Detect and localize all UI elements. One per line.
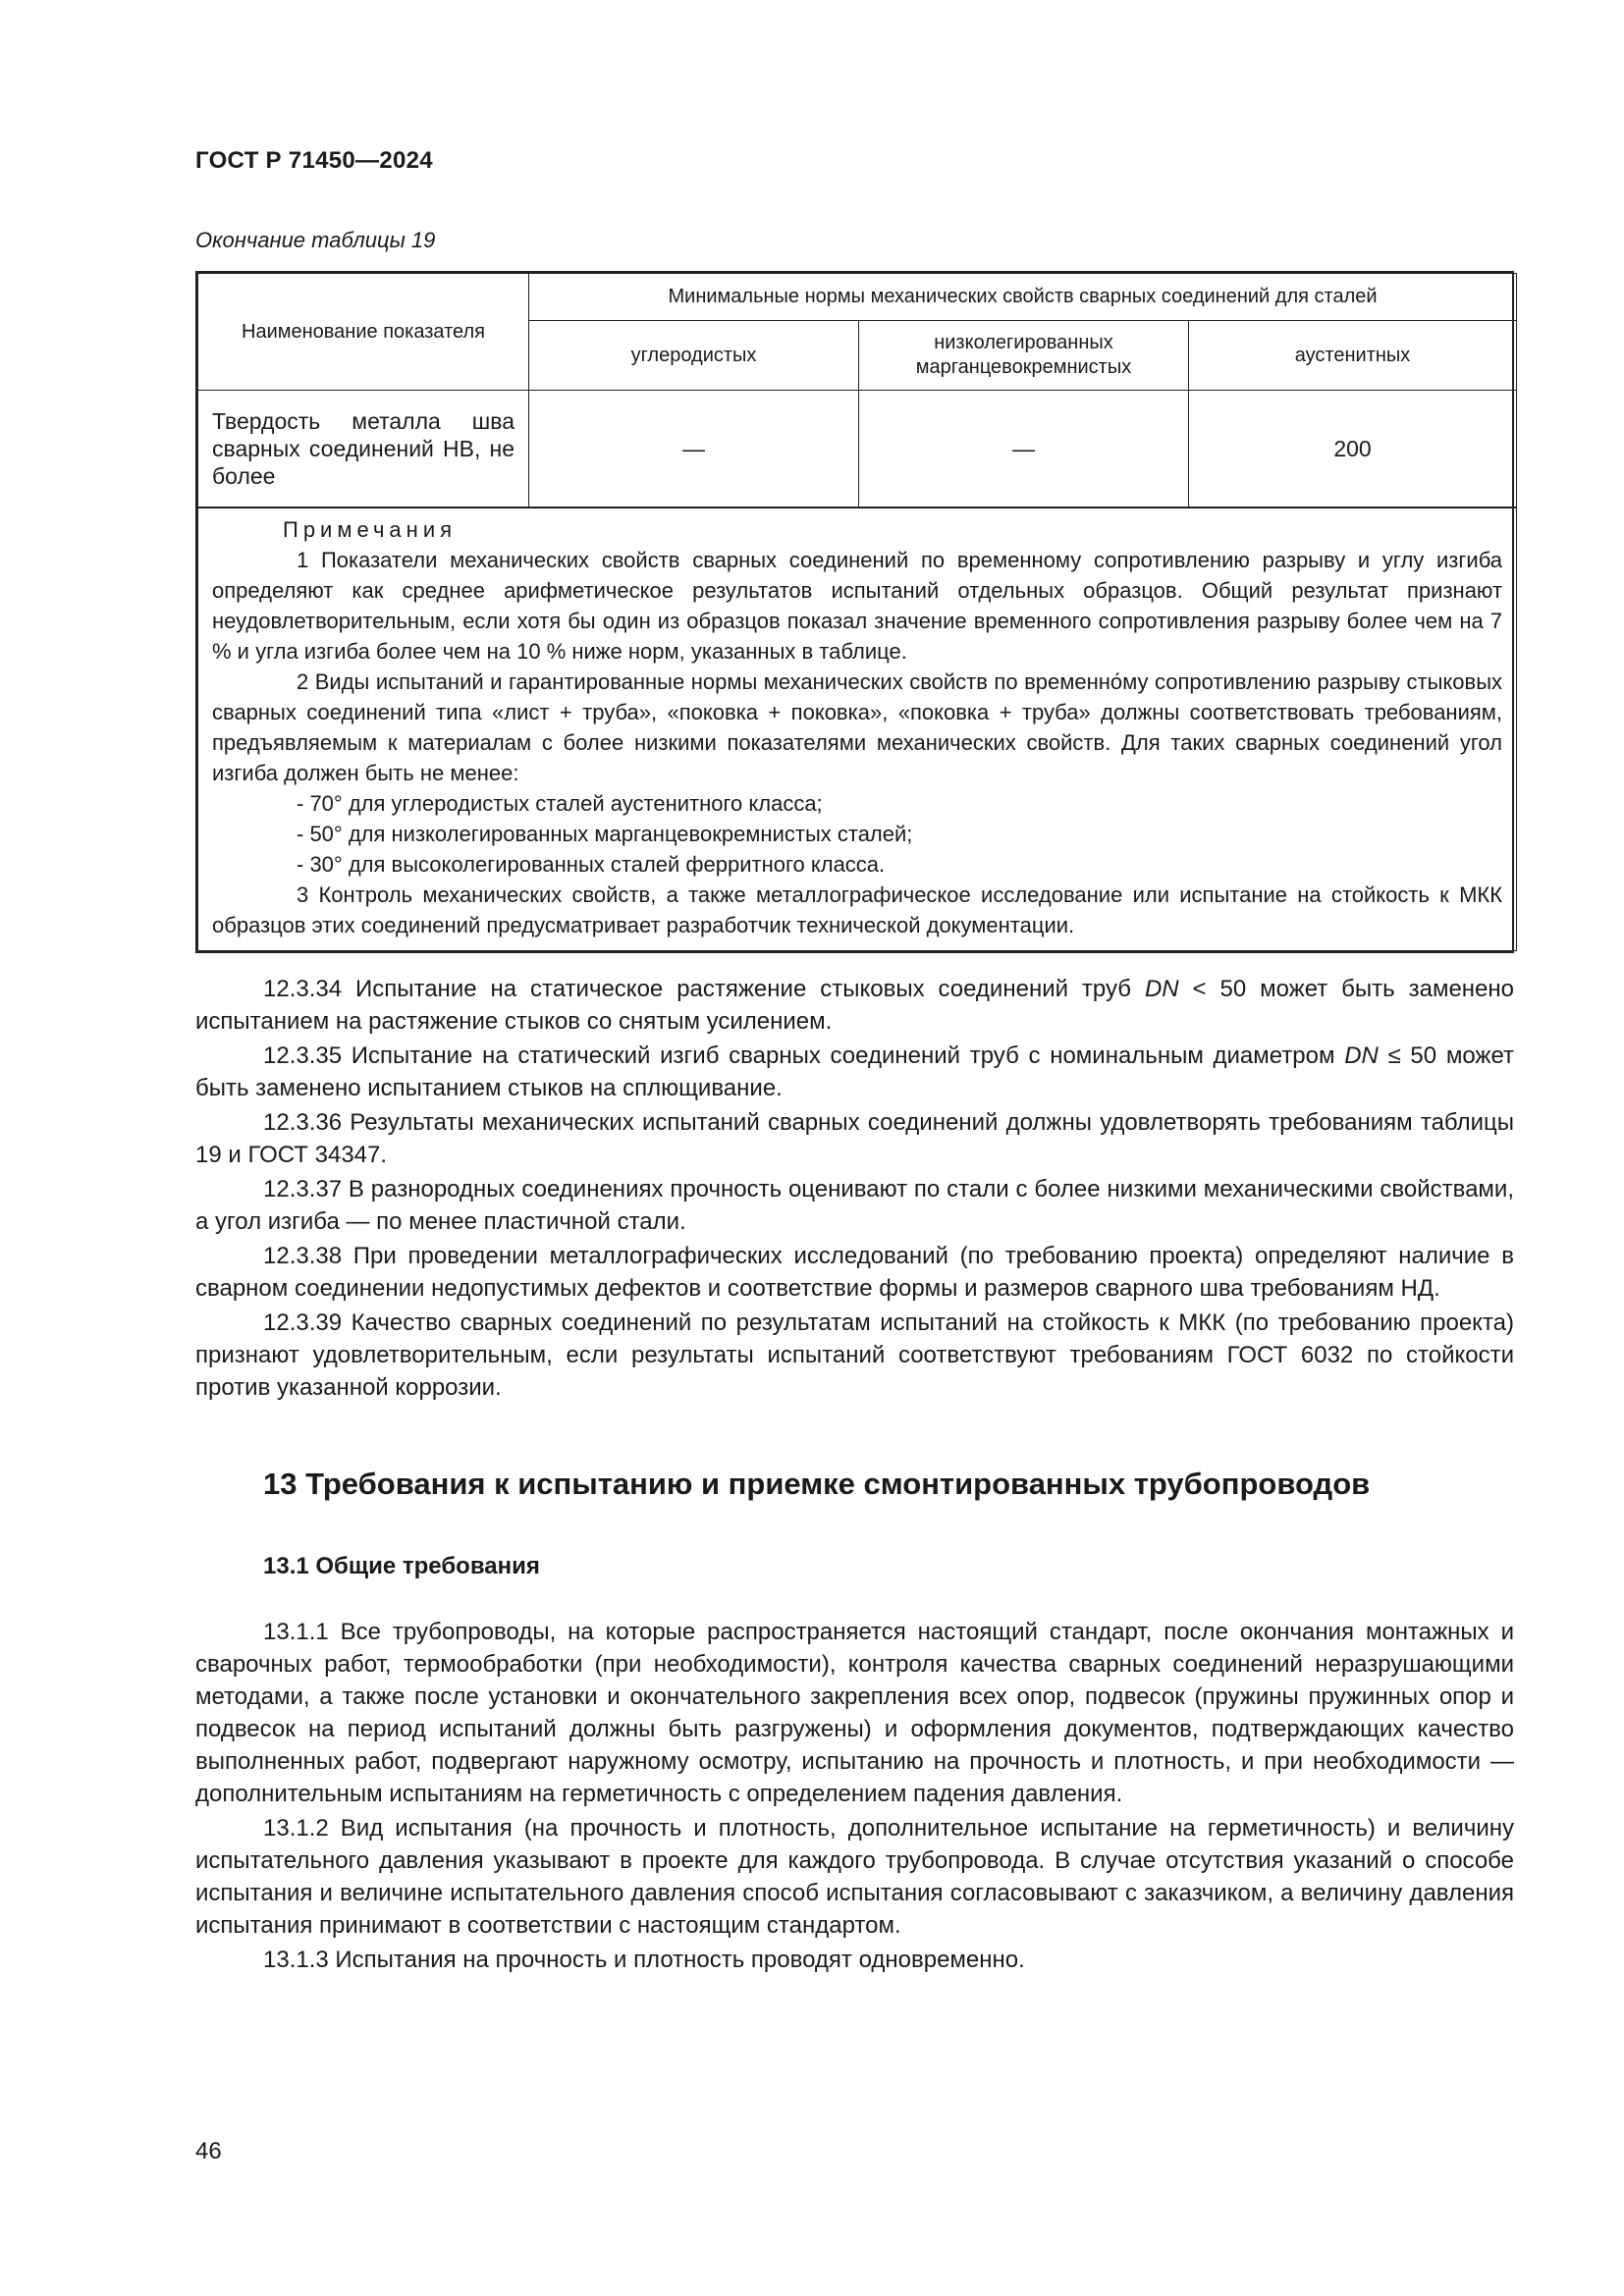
document-header: ГОСТ Р 71450—2024 bbox=[195, 147, 433, 174]
clauses-13-1 bbox=[195, 1616, 1514, 1978]
clause-text: 12.3.35 Испытание на статический изгиб сварных соединений труб с номинальным диаметром bbox=[263, 1042, 1345, 1069]
cell-austenitic: 200 bbox=[1189, 391, 1517, 508]
cell-carbon: — bbox=[529, 391, 859, 508]
note-3: 3 Контроль механических свойств, а также металлографическое исследование или испытание на стойкость к МКК образцов этих соединений предусматривает разработчик технической документации. bbox=[212, 882, 1503, 937]
clause-12-3-37: 12.3.37 В разнородных соединениях прочность оценивают по стали с более низкими механическими свойствами, а угол изгиба — по менее пластичной стали. bbox=[195, 1176, 1514, 1235]
table-notes bbox=[198, 507, 1517, 951]
clause-13-1-1: 13.1.1 Все трубопроводы, на которые распространяется настоящий стандарт, после окончания монтажных и сварочных работ, термообработки (при необходимости), контроля качества сварных соединений неразрушающими методами, а также после установки и окончательного закрепления всех опор, подвесок (пружины пружинных опор и подвесок на период испытаний должны быть разгружены) и оформления документов, подтверждающих качество выполненных работ, подвергают наружному осмотру, испытанию на прочность и плотность, и при необходимости — дополнительным испытаниям на герметичность с определением падения давления. bbox=[195, 1619, 1514, 1807]
dn-symbol: DN bbox=[1144, 976, 1179, 1002]
properties-table bbox=[195, 271, 1514, 953]
col-header-parameter: Наименование показателя bbox=[198, 274, 529, 391]
clause-13-1-3: 13.1.3 Испытания на прочность и плотность проводят одновременно. bbox=[263, 1947, 1025, 1973]
table-caption: Окончание таблицы 19 bbox=[195, 228, 436, 252]
col-header-group: Минимальные нормы механических свойств сварных соединений для сталей bbox=[529, 274, 1517, 321]
clause-12-3-34 bbox=[195, 973, 1514, 1038]
note-1: 1 Показатели механических свойств сварных соединений по временному сопротивлению разрыву и углу изгиба определяют как среднее арифметическое результатов испытаний отдельных образцов. Общий результат признают неудовлетворительным, если хотя бы один из образцов показал значение временного сопротивления разрыву более чем на 7 % и угла изгиба более чем на 10 % ниже норм, указанных в таблице. bbox=[212, 548, 1503, 664]
clause-text: < 50 может быть заменено испытанием на растяжение стыков со снятым усилением. bbox=[195, 976, 1514, 1035]
table-row bbox=[198, 391, 1517, 508]
note-2-item: - 50° для низколегированных марганцевокремнистых сталей; bbox=[297, 822, 913, 846]
note-2: 2 Виды испытаний и гарантированные нормы механических свойств по временно́му сопротивлению разрыву стыковых сварных соединений типа «лист + труба», «поковка + поковка», «поковка + труба» должны соответствовать требованиям, предъявляемым к материалам с более низкими показателями механических свойств. Для таких сварных соединений угол изгиба должен быть не менее: bbox=[212, 669, 1503, 785]
clause-text: 12.3.34 Испытание на статическое растяжение стыковых соединений труб bbox=[263, 976, 1145, 1002]
cell-param: Твердость металла шва сварных соединений НВ, не более bbox=[198, 391, 529, 508]
col-header-carbon: углеродистых bbox=[529, 321, 859, 391]
col-header-austenitic: аустенитных bbox=[1189, 321, 1517, 391]
clause-12-3-38: 12.3.38 При проведении металлографических исследований (по требованию проекта) определяют наличие в сварном соединении недопустимых дефектов и соответствие формы и размеров сварного шва требованиям НД. bbox=[195, 1243, 1514, 1302]
clause-text: ≤ 50 может быть заменено испытанием стыков на сплющивание. bbox=[195, 1042, 1514, 1101]
note-2-item: - 70° для углеродистых сталей аустенитного класса; bbox=[297, 791, 823, 816]
cell-lowalloy: — bbox=[859, 391, 1189, 508]
clauses-12-3 bbox=[195, 973, 1514, 1406]
clause-12-3-36: 12.3.36 Результаты механических испытаний сварных соединений должны удовлетворять требованиям таблицы 19 и ГОСТ 34347. bbox=[195, 1109, 1514, 1168]
note-2-item: - 30° для высоколегированных сталей ферритного класса. bbox=[297, 852, 886, 877]
section-13-title: 13 Требования к испытанию и приемке смонтированных трубопроводов bbox=[263, 1467, 1371, 1501]
clause-12-3-39: 12.3.39 Качество сварных соединений по результатам испытаний на стойкость к МКК (по требованию проекта) признают удовлетворительным, если результаты испытаний соответствуют требованиям ГОСТ 6032 по стойкости против указанной коррозии. bbox=[195, 1309, 1514, 1401]
page-number: 46 bbox=[195, 2138, 222, 2164]
notes-title: Примечания bbox=[283, 517, 458, 542]
clause-12-3-35 bbox=[195, 1040, 1514, 1104]
clause-13-1-2: 13.1.2 Вид испытания (на прочность и плотность, дополнительное испытание на герметичность) и величину испытательного давления указывают в проекте для каждого трубопровода. В случае отсутствия указаний о способе испытания и величине испытательного давления способ испытания согласовывают с заказчиком, а величину давления испытания принимают в соответствии с настоящим стандартом. bbox=[195, 1815, 1514, 1939]
dn-symbol: DN bbox=[1344, 1042, 1379, 1069]
col-header-lowalloy: низколегированных марганцевокремнистых bbox=[859, 321, 1189, 391]
subsection-13-1-title: 13.1 Общие требования bbox=[263, 1553, 540, 1579]
